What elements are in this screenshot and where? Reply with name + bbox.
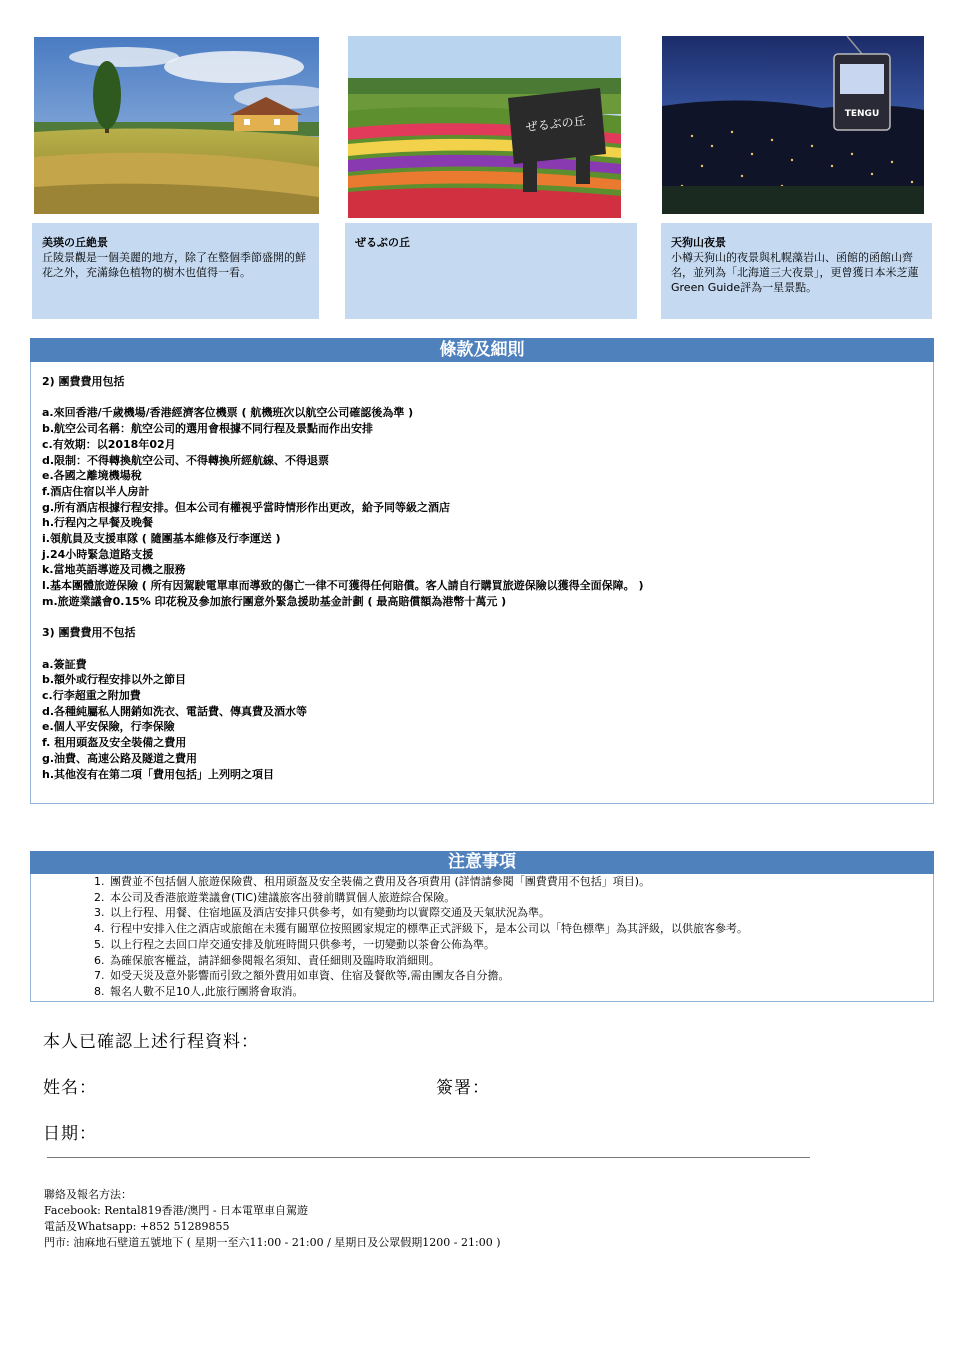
terms-heading: 條款及細則: [30, 338, 934, 362]
included-item: k.當地英語導遊及司機之服務: [42, 563, 186, 577]
included-item: a.來回香港/千歲機場/香港經濟客位機票 ( 航機班次以航空公司確認後為準 ): [42, 406, 414, 420]
date-field-label: 日期：: [43, 1124, 97, 1144]
included-item: j.24小時緊急道路支援: [42, 547, 154, 561]
note-item: 7. 如受天災及意外影響而引致之額外費用如車資、住宿及餐飲等,需由團友各自分擔。: [108, 968, 933, 984]
contact-phone: 電話及Whatsapp: +852 51289855: [44, 1220, 230, 1233]
included-item: h.行程內之早餐及晚餐: [42, 516, 154, 530]
note-item: 6. 為確保旅客權益，請詳細參閱報名須知、責任細則及臨時取消細則。: [108, 953, 933, 969]
attraction-desc: 丘陵景觀是一個美麗的地方，除了在整個季節盛開的鮮花之外，充滿綠色植物的樹木也值得一看。: [42, 251, 306, 279]
attraction-card-biei: [32, 223, 319, 319]
contact-heading: 聯絡及報名方法：: [44, 1188, 132, 1201]
contact-block: [44, 1187, 501, 1251]
biei-hills-photo: [34, 37, 319, 214]
included-item: b.航空公司名稱：航空公司的選用會根據不同行程及景點而作出安排: [42, 422, 374, 436]
name-field-label: 姓名：: [43, 1078, 97, 1098]
excluded-item: e.個人平安保險，行李保險: [42, 720, 175, 734]
gondola-text: TENGU: [844, 109, 880, 119]
note-item: 8. 報名人數不足10人,此旅行團將會取消。: [108, 984, 933, 1000]
note-item: 2. 本公司及香港旅遊業議會(TIC)建議旅客出發前購買個人旅遊綜合保險。: [108, 890, 933, 906]
included-item: c.有效期：以2018年02月: [42, 437, 176, 451]
signature-field-label: 簽署：: [436, 1078, 490, 1098]
terms-panel: [30, 362, 934, 804]
excluded-item: f. 租用頭盔及安全裝備之費用: [42, 736, 187, 750]
attraction-title: 美瑛の丘絶景: [42, 236, 108, 249]
included-item: l.基本團體旅遊保險 ( 所有因駕駛電單車而導致的傷亡一律不可獲得任何賠償。客人請自行購買旅遊保險以獲得全面保障。 ): [42, 579, 644, 593]
attraction-title: ぜるぶの丘: [355, 236, 410, 249]
zerubu-sign-text: ぜるぶの丘: [525, 113, 587, 135]
included-item: e.各國之離境機場稅: [42, 469, 142, 483]
attraction-card-zerubu: [345, 223, 637, 319]
included-item: d.限制：不得轉換航空公司、不得轉換所經航線、不得退票: [42, 453, 330, 467]
excluded-item: a.簽証費: [42, 657, 87, 671]
note-item: 1. 團費並不包括個人旅遊保險費、租用頭盔及安全裝備之費用及各項費用 (詳情請參閱「團費費用不包括」項目)。: [108, 874, 933, 890]
notes-heading: 注意事項: [30, 851, 934, 874]
note-item: 4. 行程中安排入住之酒店或旅館在未獲有關單位按照國家規定的標準正式評級下，是本公司以「特色標準」為其評級，以供旅客參考。: [108, 921, 933, 937]
note-item: 3. 以上行程、用餐、住宿地區及酒店安排只供參考，如有變動均以實際交通及天氣狀況為準。: [108, 905, 933, 921]
included-title: 2) 團費費用包括: [42, 375, 125, 388]
attraction-card-tengu: [661, 223, 932, 319]
contact-store: 門市: 油麻地石壁道五號地下 ( 星期一至六11:00 - 21:00 / 星期日及公眾假期1200 - 21:00 ): [44, 1236, 501, 1249]
excluded-title: 3) 團費費用不包括: [42, 626, 136, 640]
notes-panel: [30, 874, 934, 1002]
tenguyama-night-photo: [662, 36, 924, 214]
excluded-item: g.油費、高速公路及隧道之費用: [42, 751, 198, 765]
contact-facebook: Facebook: Rental819香港/澳門 - 日本電單車自駕遊: [44, 1204, 309, 1217]
included-item: g.所有酒店根據行程安排。但本公司有權視乎當時情形作出更改，給予同等級之酒店: [42, 500, 451, 514]
excluded-item: b.額外或行程安排以外之節目: [42, 673, 187, 687]
note-item: 5. 以上行程之去回口岸交通安排及航班時間只供參考，一切變動以茶會公佈為準。: [108, 937, 933, 953]
excluded-item: h.其他沒有在第二項「費用包括」上列明之項目: [42, 767, 275, 781]
excluded-item: c.行李超重之附加費: [42, 689, 141, 703]
included-item: i.領航員及支援車隊 ( 隨團基本維修及行李運送 ): [42, 532, 281, 546]
attraction-desc: 小樽天狗山的夜景與札幌藻岩山、函館的函館山齊名，並列為「北海道三大夜景」，更曾獲日本米芝蓮Green Guide評為一星景點。: [671, 251, 919, 294]
confirmation-statement: 本人已確認上述行程資料：: [43, 1032, 259, 1052]
excluded-item: d.各種純屬私人開銷如洗衣、電話費、傳真費及酒水等: [42, 704, 308, 718]
included-item: f.酒店住宿以半人房計: [42, 484, 150, 498]
zerubu-hill-photo: [348, 36, 621, 218]
attraction-title: 天狗山夜景: [671, 236, 726, 249]
included-item: m.旅遊業議會0.15% 印花稅及參加旅行團意外緊急援助基金計劃 ( 最高賠償額為港幣十萬元 ): [42, 594, 507, 608]
divider-line: [47, 1157, 810, 1158]
